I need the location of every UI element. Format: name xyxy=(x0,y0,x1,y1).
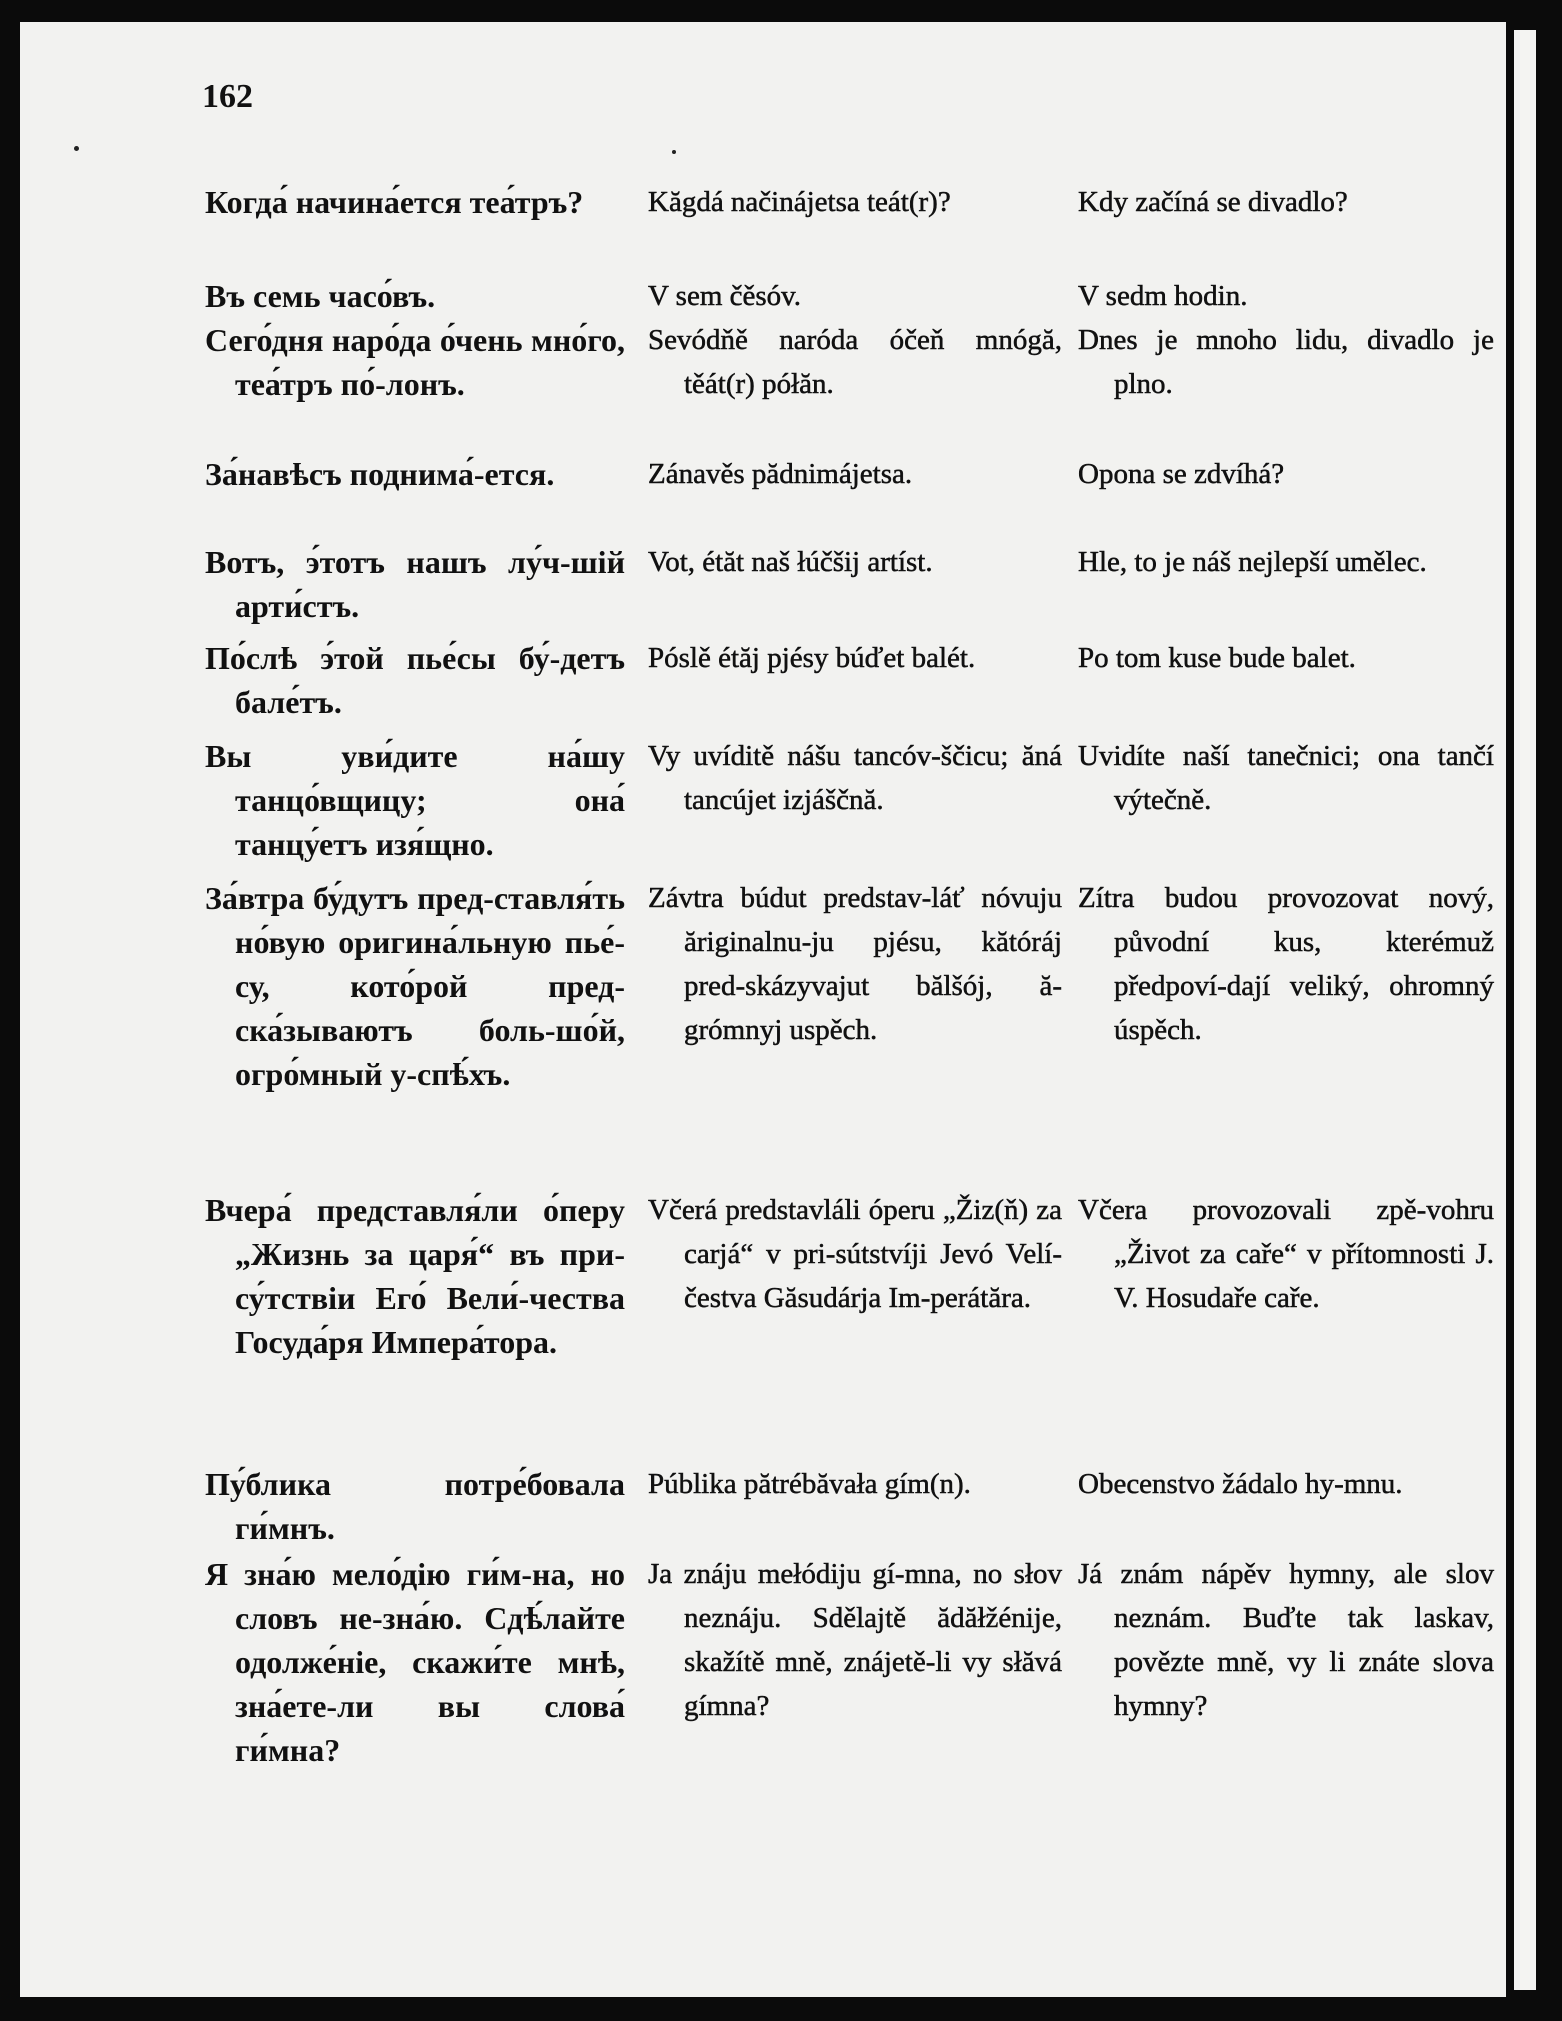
czech-translation: Obecenstvo žádalo hy-mnu. xyxy=(1078,1468,1403,1500)
transliteration: Včerá predstavláli óperu „Žiz(ň) za carjá“ v pri-sútstvíji Jevó Velí-čestva Găsudárja Im-perátăra. xyxy=(648,1194,1062,1314)
transliteration: Vot, étăt naš łúčšij artíst. xyxy=(648,546,933,578)
russian-phrase: Когда́ начина́ется теа́тръ? xyxy=(205,184,584,220)
czech-translation: Po tom kuse bude balet. xyxy=(1078,642,1356,674)
russian-phrase: Сего́дня наро́да о́чень мно́го, теа́тръ по́-лонъ. xyxy=(205,322,625,402)
czech-translation: V sedm hodin. xyxy=(1078,280,1248,312)
transliteration: V sem čěsóv. xyxy=(648,280,802,312)
russian-phrase: Пу́блика потре́бовала ги́мнъ. xyxy=(205,1466,625,1546)
russian-phrase: Вчера́ представля́ли о́перу „Жизнь за царя́“ въ при-су́тствіи Его́ Вели́-чества Госуда́ря Импера́тора. xyxy=(205,1192,625,1360)
russian-phrase: За́навѣсъ поднима́-ется. xyxy=(205,456,555,492)
transliteration: Vy uvíditě nášu tancóv-ščicu; ăná tancújet izjáščnă. xyxy=(648,740,1062,816)
czech-translation: Kdy začíná se divadlo? xyxy=(1078,186,1348,218)
transliteration: Zánavěs pădnimájetsa. xyxy=(648,458,913,490)
transliteration: Závtra búdut predstav-láť nóvuju ăriginalnu-ju pjésu, kătóráj pred-skázyvajut bălšój, ă-grómnyj uspěch. xyxy=(648,882,1062,1046)
czech-translation: Dnes je mnoho lidu, divadlo je plno. xyxy=(1078,324,1494,400)
czech-translation: Včera provozovali zpě-vohru „Život za caře“ v přítomnosti J. V. Hosudaře caře. xyxy=(1078,1194,1494,1314)
page-number: 162 xyxy=(202,78,253,115)
russian-phrase: Вотъ, э́тотъ нашъ лу́ч-шій арти́стъ. xyxy=(205,544,625,624)
transliteration: Públika pătrébăvała gím(n). xyxy=(648,1468,971,1500)
russian-phrase: Я зна́ю мело́дію ги́м-на, но словъ не-зна́ю. Сдѣ́лайте одолже́ніе, скажи́те мнѣ, зна́ете-ли вы слова́ ги́мна? xyxy=(205,1556,625,1768)
czech-translation: Zítra budou provozovat nový, původní kus, kterémuž předpoví-dají veliký, ohromný úspěch. xyxy=(1078,882,1494,1046)
transliteration: Sevódňě naróda óčeň mnógă, těát(r) półăn. xyxy=(648,324,1062,400)
adjacent-page-edge xyxy=(1514,30,1536,1990)
russian-phrase: Вы уви́дите на́шу танцо́вщицу; она́ танцу́етъ изя́щно. xyxy=(205,738,625,862)
russian-phrase: Въ семь часо́въ. xyxy=(205,278,436,314)
speck xyxy=(672,150,676,154)
transliteration: Ja znáju mełódiju gí-mna, no słov neznáju. Sdělajtě ădăłžénije, skažítě mně, znájetě-li vy słăvá gímna? xyxy=(648,1558,1062,1722)
czech-translation: Já znám nápěv hymny, ale slov neznám. Buďte tak laskav, povězte mně, vy li znáte slova hymny? xyxy=(1078,1558,1494,1722)
russian-phrase: По́слѣ э́той пье́сы бу́-детъ бале́тъ. xyxy=(205,640,625,720)
speck xyxy=(74,146,79,151)
transliteration: Póslě étăj pjésy búďet balét. xyxy=(648,642,976,674)
czech-translation: Hle, to je náš nejlepší umělec. xyxy=(1078,546,1427,578)
czech-translation: Opona se zdvíhá? xyxy=(1078,458,1285,490)
transliteration: Kăgdá načinájetsa teát(r)? xyxy=(648,186,951,218)
czech-translation: Uvidíte naší tanečnici; ona tančí výtečně. xyxy=(1078,740,1494,816)
russian-phrase: За́втра бу́дутъ пред-ставля́ть но́вую оригина́льную пье́-су, кото́рой пред-ска́зываютъ боль-шо́й, огро́мный у-спѣ́хъ. xyxy=(205,880,625,1092)
